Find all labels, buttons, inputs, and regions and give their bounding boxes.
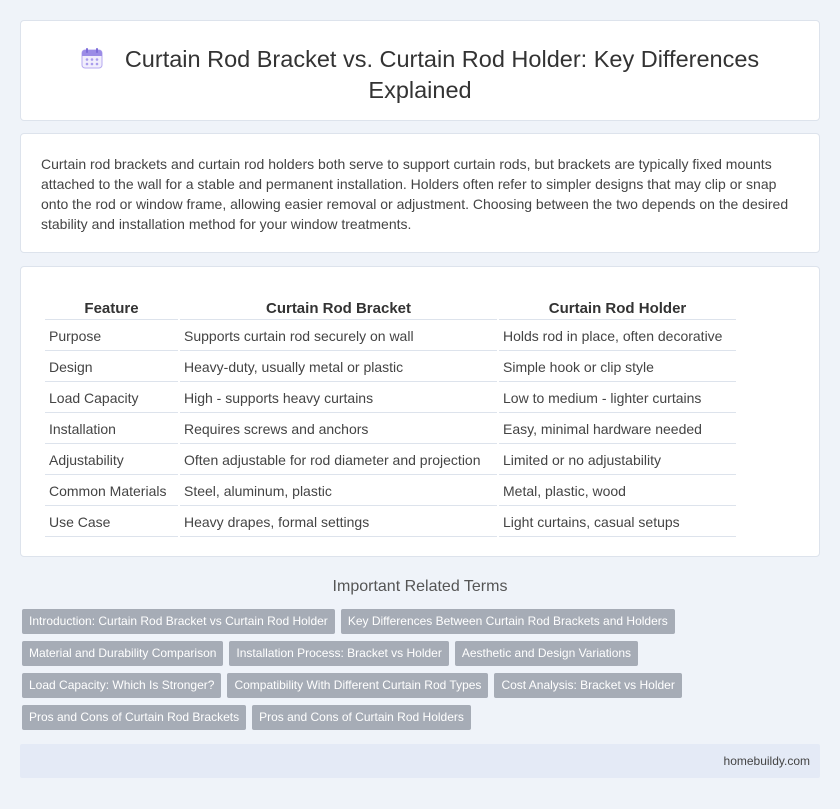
table-cell: Low to medium - lighter curtains [499, 384, 736, 413]
table-cell: Often adjustable for rod diameter and projection [180, 446, 497, 475]
table-cell: Requires screws and anchors [180, 415, 497, 444]
related-term-tag[interactable]: Introduction: Curtain Rod Bracket vs Curtain Rod Holder [22, 609, 335, 634]
table-cell: Holds rod in place, often decorative [499, 322, 736, 351]
title-line-2: Explained [368, 77, 472, 103]
table-cell: Heavy-duty, usually metal or plastic [180, 353, 497, 382]
table-cell: Supports curtain rod securely on wall [180, 322, 497, 351]
table-cell: Limited or no adjustability [499, 446, 736, 475]
table-cell: Load Capacity [45, 384, 178, 413]
table-header-row [45, 298, 736, 320]
comparison-card [20, 266, 820, 557]
table-row [45, 415, 736, 444]
comparison-table [43, 296, 738, 539]
related-terms-list [22, 609, 702, 737]
table-cell: Use Case [45, 508, 178, 537]
table-cell: Steel, aluminum, plastic [180, 477, 497, 506]
column-header-holder: Curtain Rod Holder [499, 298, 736, 320]
related-term-tag[interactable]: Compatibility With Different Curtain Rod Types [227, 673, 488, 698]
table-row [45, 446, 736, 475]
footer [20, 744, 820, 778]
related-term-tag[interactable]: Material and Durability Comparison [22, 641, 223, 666]
table-row [45, 477, 736, 506]
related-terms-heading: Important Related Terms [332, 578, 508, 595]
related-term-tag[interactable]: Key Differences Between Curtain Rod Brackets and Holders [341, 609, 675, 634]
table-row [45, 384, 736, 413]
intro-card [20, 133, 820, 253]
table-cell: Metal, plastic, wood [499, 477, 736, 506]
related-term-tag[interactable]: Pros and Cons of Curtain Rod Brackets [22, 705, 246, 730]
table-cell: Design [45, 353, 178, 382]
related-term-tag[interactable]: Load Capacity: Which Is Stronger? [22, 673, 221, 698]
table-cell: Adjustability [45, 446, 178, 475]
table-cell: Simple hook or clip style [499, 353, 736, 382]
related-term-tag[interactable]: Installation Process: Bracket vs Holder [229, 641, 448, 666]
header-card [20, 20, 820, 121]
table-row [45, 353, 736, 382]
page-title [21, 44, 819, 106]
table-cell: Easy, minimal hardware needed [499, 415, 736, 444]
table-cell: Purpose [45, 322, 178, 351]
calendar-icon [81, 46, 103, 68]
related-term-tag[interactable]: Pros and Cons of Curtain Rod Holders [252, 705, 471, 730]
intro-paragraph: Curtain rod brackets and curtain rod holders both serve to support curtain rods, but brackets are typically fixed mounts attached to the wall for a stable and permanent installation. Holders often refer to simpler designs that may clip or snap onto the rod or window frame, allowing easier removal or adjustment. Choosing between the two depends on the desired stability and installation method for your window treatments. [41, 156, 789, 232]
related-term-tag[interactable]: Cost Analysis: Bracket vs Holder [494, 673, 681, 698]
column-header-bracket: Curtain Rod Bracket [180, 298, 497, 320]
table-cell: High - supports heavy curtains [180, 384, 497, 413]
related-term-tag[interactable]: Aesthetic and Design Variations [455, 641, 638, 666]
footer-site-link[interactable]: homebuildy.com [723, 754, 810, 768]
column-header-feature: Feature [45, 298, 178, 320]
table-cell: Common Materials [45, 477, 178, 506]
table-row [45, 322, 736, 351]
title-line-1: Curtain Rod Bracket vs. Curtain Rod Holder: Key Differences [124, 46, 760, 72]
table-cell: Heavy drapes, formal settings [180, 508, 497, 537]
table-cell: Light curtains, casual setups [499, 508, 736, 537]
table-cell: Installation [45, 415, 178, 444]
table-row [45, 508, 736, 537]
